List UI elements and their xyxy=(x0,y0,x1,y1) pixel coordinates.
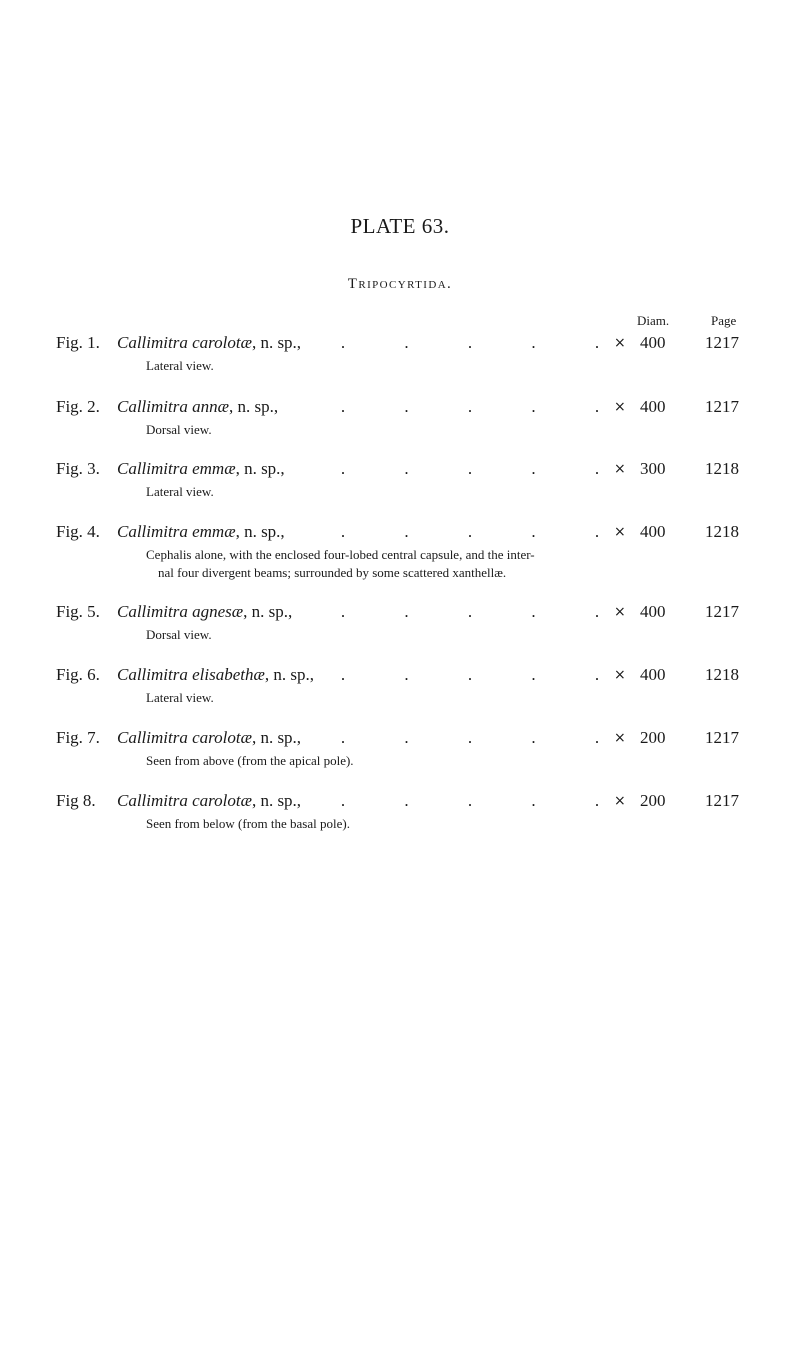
figure-entry-8 xyxy=(0,789,800,831)
genus-name: Callimitra elisabethæ xyxy=(117,665,265,684)
page-number: 1217 xyxy=(705,397,739,416)
entry-line xyxy=(0,331,800,355)
magnification: 400 xyxy=(640,333,666,352)
figure-label: Fig. 1. xyxy=(56,333,100,352)
times-symbol: × xyxy=(614,461,626,477)
species-name: Callimitra carolotæ, n. sp., xyxy=(117,333,302,352)
dot-leaders: . . . . . xyxy=(340,333,600,352)
figure-label: Fig. 2. xyxy=(56,397,100,416)
figure-entry-2 xyxy=(0,395,800,437)
figure-label: Fig. 3. xyxy=(56,459,100,478)
species-name: Callimitra emmæ, n. sp., xyxy=(117,459,285,478)
figure-description: Lateral view. xyxy=(146,484,214,499)
page-column-header: Page xyxy=(711,313,737,328)
magnification: 400 xyxy=(640,522,666,541)
diam-column-header: Diam. xyxy=(637,313,670,328)
magnification: 400 xyxy=(640,602,666,621)
times-symbol: × xyxy=(614,667,626,683)
entry-line xyxy=(0,663,800,687)
figure-description: Dorsal view. xyxy=(146,627,212,642)
genus-name: Callimitra emmæ xyxy=(117,459,236,478)
figure-description: Lateral view. xyxy=(146,358,214,373)
magnification: 200 xyxy=(640,728,666,747)
entry-line xyxy=(0,395,800,419)
entry-line xyxy=(0,520,800,544)
page-number: 1217 xyxy=(705,791,739,810)
magnification: 300 xyxy=(640,459,666,478)
page-number: 1217 xyxy=(705,728,739,747)
figure-label: Fig. 4. xyxy=(56,522,100,541)
dot-leaders: . . . . . xyxy=(340,602,600,621)
figure-label: Fig. 6. xyxy=(56,665,100,684)
times-symbol: × xyxy=(614,793,626,809)
magnification: 400 xyxy=(640,665,666,684)
figure-description: Seen from above (from the apical pole). xyxy=(146,753,354,768)
entry-line xyxy=(0,789,800,813)
page-number: 1217 xyxy=(705,602,739,621)
dot-leaders: . . . . . xyxy=(340,665,600,684)
times-symbol: × xyxy=(614,604,626,620)
genus-name: Callimitra carolotæ xyxy=(117,728,252,747)
figure-label: Fig. 5. xyxy=(56,602,100,621)
page-number: 1218 xyxy=(705,665,739,684)
magnification: 400 xyxy=(640,397,666,416)
genus-name: Callimitra emmæ xyxy=(117,522,236,541)
figure-description: Cephalis alone, with the enclosed four-lobed central capsule, and the inter- nal four divergent beams; surrounded by some scattered xanthellæ. xyxy=(146,547,535,580)
figure-entry-3 xyxy=(0,457,800,499)
species-name: Callimitra annæ, n. sp., xyxy=(117,397,279,416)
figure-entry-1 xyxy=(0,331,800,373)
family-heading: Tripocyrtida. xyxy=(347,276,453,292)
times-symbol: × xyxy=(614,335,626,351)
species-name: Callimitra emmæ, n. sp., xyxy=(117,522,285,541)
figure-entry-6 xyxy=(0,663,800,705)
figure-entry-7 xyxy=(0,726,800,768)
species-name: Callimitra carolotæ, n. sp., xyxy=(117,728,302,747)
times-symbol: × xyxy=(614,399,626,415)
figure-entry-5 xyxy=(0,600,800,642)
plate-title: PLATE 63. xyxy=(350,214,450,238)
times-symbol: × xyxy=(614,524,626,540)
figure-entry-4 xyxy=(0,520,800,580)
dot-leaders: . . . . . xyxy=(340,459,600,478)
genus-name: Callimitra carolotæ xyxy=(117,791,252,810)
figure-label: Fig 8. xyxy=(56,791,96,810)
figure-label: Fig. 7. xyxy=(56,728,100,747)
magnification: 200 xyxy=(640,791,666,810)
times-symbol: × xyxy=(614,730,626,746)
figure-description: Seen from below (from the basal pole). xyxy=(146,816,350,831)
entry-line xyxy=(0,726,800,750)
genus-name: Callimitra agnesæ xyxy=(117,602,244,621)
entry-line xyxy=(0,600,800,624)
figure-description: Dorsal view. xyxy=(146,422,212,437)
species-name: Callimitra agnesæ, n. sp., xyxy=(117,602,293,621)
genus-name: Callimitra carolotæ xyxy=(117,333,252,352)
dot-leaders: . . . . . xyxy=(340,522,600,541)
figure-description: Lateral view. xyxy=(146,690,214,705)
dot-leaders: . . . . . xyxy=(340,397,600,416)
dot-leaders: . . . . . xyxy=(340,791,600,810)
entry-line xyxy=(0,457,800,481)
page-number: 1218 xyxy=(705,459,739,478)
page-number: 1217 xyxy=(705,333,739,352)
species-name: Callimitra elisabethæ, n. sp., xyxy=(117,665,314,684)
page-number: 1218 xyxy=(705,522,739,541)
dot-leaders: . . . . . xyxy=(340,728,600,747)
species-name: Callimitra carolotæ, n. sp., xyxy=(117,791,302,810)
genus-name: Callimitra annæ xyxy=(117,397,229,416)
